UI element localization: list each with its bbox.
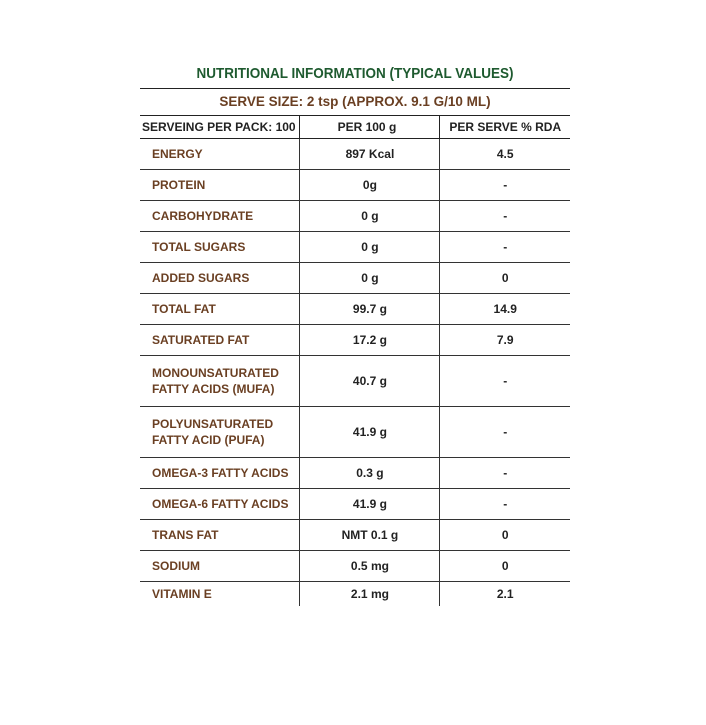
per100-value: 17.2 g	[300, 325, 440, 356]
rda-value: 0	[440, 520, 570, 551]
table-row	[140, 325, 570, 356]
table-row	[140, 551, 570, 582]
nutrient-name: CARBOHYDRATE	[140, 201, 300, 232]
table-row	[140, 458, 570, 489]
table-row	[140, 489, 570, 520]
table-row	[140, 232, 570, 263]
rda-value: 7.9	[440, 325, 570, 356]
nutrient-name: PROTEIN	[140, 170, 300, 201]
nutrient-name: TOTAL FAT	[140, 294, 300, 325]
header-rda: PER SERVE % RDA	[440, 116, 570, 139]
per100-value: 0g	[300, 170, 440, 201]
per100-value: 0 g	[300, 263, 440, 294]
table-row	[140, 294, 570, 325]
rda-value: 4.5	[440, 139, 570, 170]
table-row	[140, 356, 570, 407]
rda-value: -	[440, 489, 570, 520]
serve-size: SERVE SIZE: 2 tsp (APPROX. 9.1 G/10 ML)	[140, 88, 570, 116]
per100-value: 897 Kcal	[300, 139, 440, 170]
table-row	[140, 139, 570, 170]
table-title: NUTRITIONAL INFORMATION (TYPICAL VALUES)	[196, 65, 514, 82]
per100-value: 99.7 g	[300, 294, 440, 325]
nutrition-table	[140, 116, 570, 606]
nutrient-name: SODIUM	[140, 551, 300, 582]
per100-value: 41.9 g	[300, 407, 440, 458]
rda-value: -	[440, 201, 570, 232]
nutrient-name: TRANS FAT	[140, 520, 300, 551]
nutrition-panel	[140, 60, 570, 606]
nutrient-name: ADDED SUGARS	[140, 263, 300, 294]
rda-value: 0	[440, 551, 570, 582]
header-per100: PER 100 g	[300, 116, 440, 139]
rda-value: 0	[440, 263, 570, 294]
per100-value: 0 g	[300, 201, 440, 232]
nutrient-name: MONOUNSATURATED FATTY ACIDS (MUFA)	[140, 356, 300, 407]
per100-value: NMT 0.1 g	[300, 520, 440, 551]
rda-value: -	[440, 407, 570, 458]
rda-value: 2.1	[496, 587, 514, 601]
per100-value: 0.3 g	[300, 458, 440, 489]
table-row	[140, 407, 570, 458]
nutrient-name: POLYUNSATURATED FATTY ACID (PUFA)	[140, 407, 300, 458]
nutrient-name: SATURATED FAT	[140, 325, 300, 356]
rda-value: -	[440, 232, 570, 263]
rda-value: -	[440, 170, 570, 201]
table-row	[140, 170, 570, 201]
header-servings: SERVEING PER PACK: 100	[140, 116, 300, 139]
per100-value: 0.5 mg	[300, 551, 440, 582]
per100-value: 41.9 g	[300, 489, 440, 520]
nutrient-name: TOTAL SUGARS	[140, 232, 300, 263]
table-row	[140, 263, 570, 294]
table-row	[140, 582, 570, 607]
per100-value: 2.1 mg	[300, 582, 440, 607]
table-row	[140, 201, 570, 232]
per100-value: 0 g	[300, 232, 440, 263]
nutrient-name: OMEGA-3 FATTY ACIDS	[140, 458, 300, 489]
rda-value: 14.9	[440, 294, 570, 325]
table-row	[140, 520, 570, 551]
rda-value: -	[440, 458, 570, 489]
nutrient-name: OMEGA-6 FATTY ACIDS	[140, 489, 300, 520]
nutrient-name: VITAMIN E	[140, 582, 300, 607]
rda-value: -	[440, 356, 570, 407]
per100-value: 40.7 g	[300, 356, 440, 407]
header-row	[140, 116, 570, 139]
nutrient-name: ENERGY	[140, 139, 300, 170]
